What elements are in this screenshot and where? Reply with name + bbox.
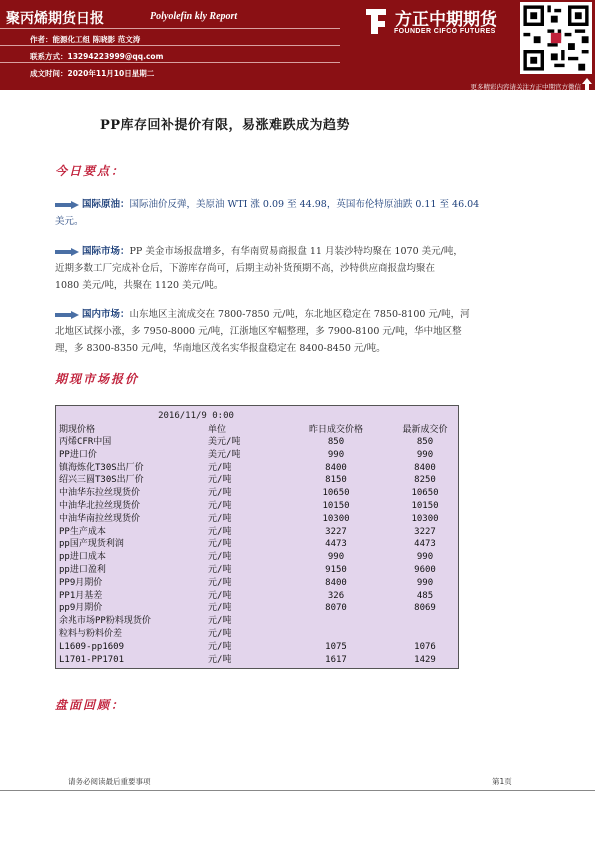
- table-cell: 3227: [325, 526, 347, 537]
- authors: 作者：能源化工组 陈晓影 范文涛: [30, 35, 141, 44]
- table-cell: 1075: [325, 641, 347, 652]
- table-cell: L1609-pp1609: [59, 641, 125, 652]
- table-cell: 元/吨: [208, 488, 232, 499]
- table-cell: 4473: [414, 539, 436, 550]
- table-cell: 990: [416, 449, 434, 460]
- document-title: PP库存回补提价有限，易涨难跌成为趋势: [100, 118, 351, 133]
- table-cell: 990: [416, 552, 434, 563]
- table-header-row: [56, 424, 458, 436]
- table-cell: 元/吨: [208, 654, 232, 665]
- table-cell: 8150: [325, 475, 347, 486]
- table-cell: 元/吨: [208, 616, 232, 627]
- table-cell: 中油华北拉丝现货价: [59, 501, 141, 511]
- table-cell: 粒料与粉料价差: [59, 629, 123, 639]
- table-cell: 元/吨: [208, 501, 232, 511]
- table-cell: 元/吨: [208, 552, 232, 563]
- header-cell: 最新成交价: [402, 425, 448, 435]
- table-cell: 元/吨: [208, 577, 232, 588]
- table-cell: 美元/吨: [208, 437, 241, 447]
- point-text: 山东地区主流成交在 7800-7850 元/吨，东北地区稳定在 7850-8100 元/吨，河: [129, 309, 470, 320]
- arrow-marker-icon: [55, 311, 79, 319]
- table-row: [56, 462, 458, 474]
- table-cell: 元/吨: [208, 603, 232, 614]
- table-cell: pp进口盈利: [59, 565, 106, 575]
- promo-text: 更多精彩内容请关注方正中期官方微信: [470, 83, 581, 91]
- point-text: 理，多 8300-8350 元/吨，华南地区茂名实华报盘稳定在 8400-8450 元/吨。: [55, 343, 386, 354]
- table-cell: PP生产成本: [59, 526, 106, 537]
- contact: 联系方式：13294223999@qq.com: [30, 52, 164, 61]
- table-cell: 850: [416, 437, 434, 447]
- table-cell: 10150: [411, 501, 439, 511]
- price-table: [55, 405, 459, 669]
- header-divider: [0, 28, 340, 29]
- point-label: 国内市场：: [82, 309, 130, 320]
- table-cell: 元/吨: [208, 641, 232, 652]
- table-cell: pp国产现货利润: [59, 539, 124, 550]
- footer-divider: [0, 790, 595, 791]
- table-cell: 1617: [325, 654, 347, 665]
- report-date: 成文时间：2020年11月10日星期二: [30, 69, 155, 78]
- table-cell: 485: [416, 590, 434, 601]
- table-cell: 元/吨: [208, 526, 232, 537]
- table-row: [56, 577, 458, 589]
- table-cell: 元/吨: [208, 462, 232, 473]
- arrow-up-icon: [582, 78, 592, 92]
- table-cell: 丙烯CFR中国: [59, 437, 112, 447]
- table-row: [56, 487, 458, 499]
- table-row: [56, 436, 458, 448]
- table-cell: PP9月期价: [59, 577, 103, 588]
- market-quote-heading: 期现市场报价: [55, 372, 140, 386]
- table-cell: 1076: [414, 641, 436, 652]
- header-divider: [0, 62, 340, 63]
- header-cell: 单位: [208, 425, 227, 435]
- point-intl-market: [55, 243, 545, 294]
- table-row: [56, 474, 458, 486]
- logo-chinese: 方正中期期货: [395, 10, 497, 30]
- table-cell: 绍兴三圆T30S出厂价: [59, 475, 144, 486]
- table-cell: 8250: [414, 475, 436, 486]
- table-row: [56, 449, 458, 461]
- table-cell: 元/吨: [208, 513, 232, 524]
- point-text: 1080 美元/吨，共聚在 1120 美元/吨。: [55, 280, 224, 291]
- table-cell: 元/吨: [208, 565, 232, 575]
- point-text: 近期多数工厂完成补仓后，下游库存尚可，后期主动补货预期不高，沙特供应商报盘均聚在: [55, 263, 436, 274]
- table-cell: 8400: [325, 462, 347, 473]
- point-text: 北地区试探小涨，多 7950-8000 元/吨，江浙地区窄幅整理，多 7900-8100 元/吨，华中地区整: [55, 326, 462, 337]
- table-row: [56, 590, 458, 602]
- logo-mark-icon: [363, 6, 389, 36]
- table-row: [56, 538, 458, 550]
- table-cell: pp9月期价: [59, 603, 103, 614]
- table-row: [56, 641, 458, 653]
- header-cell: 昨日成交价格: [308, 425, 363, 435]
- company-logo: [363, 4, 513, 44]
- table-row: [56, 615, 458, 627]
- table-cell: 8070: [325, 603, 347, 614]
- table-row: [56, 513, 458, 525]
- table-cell: 990: [327, 552, 345, 563]
- table-row: [56, 628, 458, 640]
- report-header: [0, 0, 595, 90]
- table-cell: 美元/吨: [208, 449, 241, 460]
- table-cell: L1701-PP1701: [59, 654, 125, 665]
- table-cell: 8069: [414, 603, 436, 614]
- table-cell: 8400: [325, 577, 347, 588]
- table-cell: 余兆市场PP粉料现货价: [59, 616, 151, 627]
- table-row: [56, 602, 458, 614]
- table-row: [56, 526, 458, 538]
- table-cell: 元/吨: [208, 629, 232, 639]
- header-divider: [0, 45, 340, 46]
- table-cell: 3227: [414, 526, 436, 537]
- point-crude-oil: [55, 196, 545, 230]
- logo-english: FOUNDER CIFCO FUTURES: [394, 28, 496, 35]
- table-cell: 990: [327, 449, 345, 460]
- today-points-heading: 今日要点：: [55, 164, 126, 178]
- header-cell: 期现价格: [59, 425, 96, 435]
- table-cell: 8400: [414, 462, 436, 473]
- table-cell: 中油华南拉丝现货价: [59, 513, 141, 524]
- point-domestic-market: [55, 306, 545, 357]
- table-cell: pp进口成本: [59, 552, 106, 563]
- table-row: [56, 551, 458, 563]
- qr-code-icon: [520, 2, 592, 74]
- table-row: [56, 500, 458, 512]
- table-cell: PP1月基差: [59, 590, 103, 601]
- table-cell: 1429: [414, 654, 436, 665]
- table-cell: 9600: [414, 565, 436, 575]
- arrow-marker-icon: [55, 201, 79, 209]
- table-cell: 镇海炼化T30S出厂价: [59, 462, 144, 473]
- table-cell: 990: [416, 577, 434, 588]
- table-cell: 元/吨: [208, 590, 232, 601]
- footer-disclaimer: 请务必阅读最后重要事项: [68, 777, 151, 786]
- point-text: 国际油价反弹，美原油 WTI 涨 0.09 至 44.98，英国布伦特原油跌 0.11 至 46.04: [129, 199, 480, 210]
- point-label: 国际原油：: [82, 199, 130, 210]
- table-cell: 326: [327, 590, 345, 601]
- point-label: 国际市场：: [82, 246, 130, 257]
- table-cell: 850: [327, 437, 345, 447]
- table-cell: 10150: [322, 501, 350, 511]
- report-title: 聚丙烯期货日报: [6, 11, 104, 27]
- point-text: 美元。: [55, 216, 84, 227]
- table-cell: 4473: [325, 539, 347, 550]
- table-cell: 10650: [322, 488, 350, 499]
- point-text: PP 美金市场报盘增多，有华南贸易商报盘 11 月装沙特均聚在 1070 美元/吨，: [129, 246, 463, 257]
- page-number: 第1页: [492, 777, 512, 786]
- table-cell: 10650: [411, 488, 439, 499]
- table-cell: 元/吨: [208, 539, 232, 550]
- table-row: [56, 654, 458, 666]
- table-cell: 9150: [325, 565, 347, 575]
- table-cell: 10300: [322, 513, 350, 524]
- table-cell: 元/吨: [208, 475, 232, 486]
- arrow-marker-icon: [55, 248, 79, 256]
- market-review-heading: 盘面回顾：: [55, 698, 126, 712]
- table-cell: 10300: [411, 513, 439, 524]
- table-cell: 中油华东拉丝现货价: [59, 488, 141, 499]
- table-row: [56, 564, 458, 576]
- table-date: 2016/11/9 0:00: [158, 411, 234, 421]
- table-cell: PP进口价: [59, 449, 97, 460]
- report-subtitle: Polyolefin kly Report: [150, 11, 238, 22]
